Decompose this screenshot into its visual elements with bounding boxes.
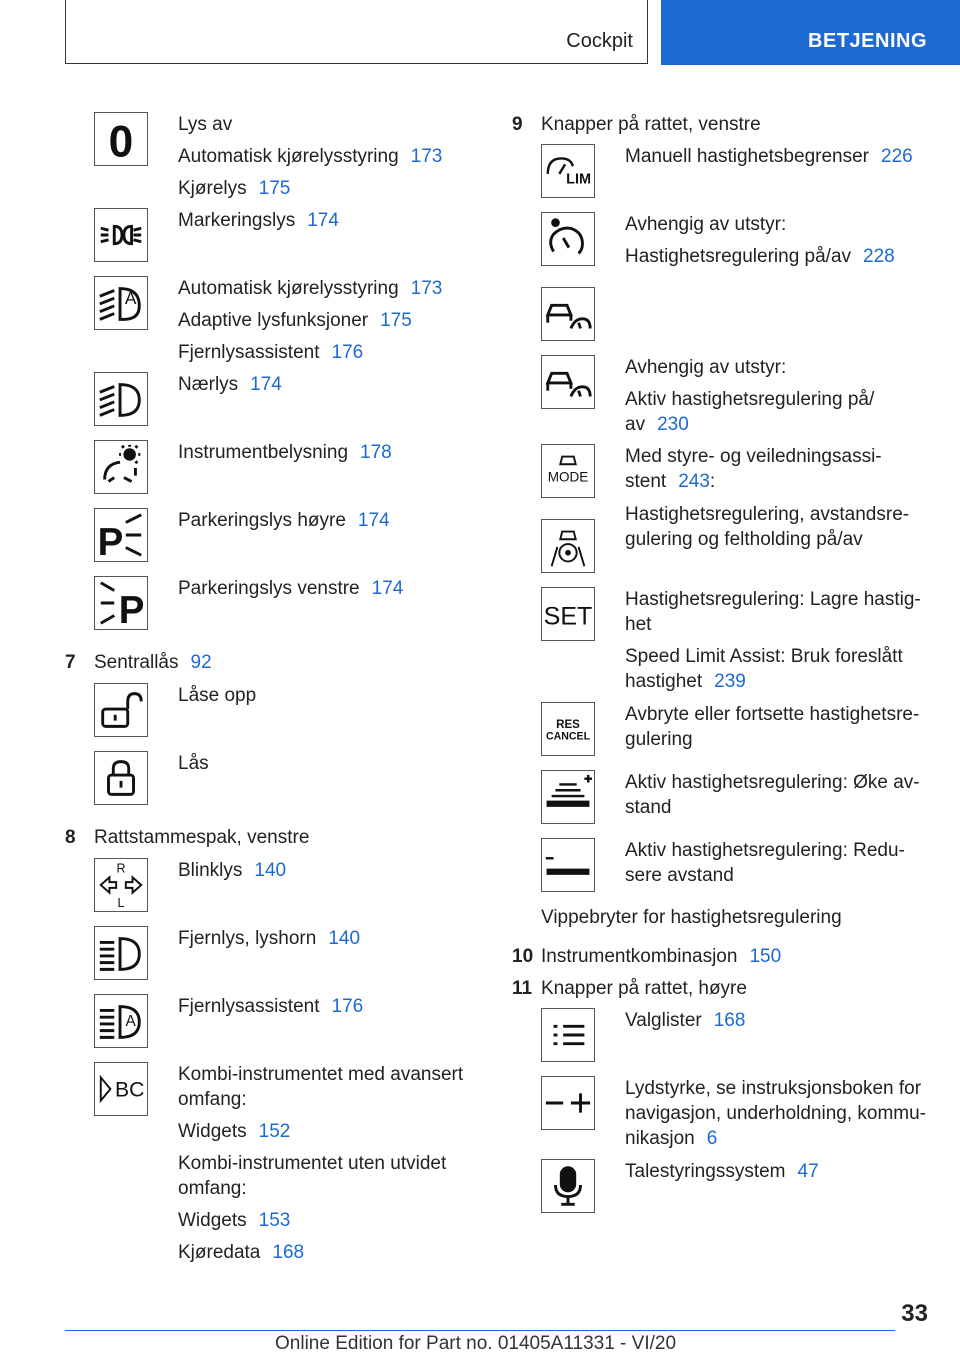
svg-text:L: L — [117, 896, 125, 911]
text-buttons-right: Knapper på rattet, høyre — [541, 978, 747, 999]
item-number-8: 8 — [65, 827, 76, 848]
svg-text:BC: BC — [114, 1078, 145, 1102]
text-daytime-lights: Kjørelys 175 — [178, 178, 291, 199]
page-ref[interactable]: 176 — [331, 342, 364, 363]
item-number-9: 9 — [512, 114, 523, 135]
microphone-icon — [541, 1159, 595, 1213]
text-store-speed: Hastighetsregulering: Lagre hastig- — [625, 589, 921, 610]
auto-headlight-icon — [94, 276, 148, 330]
text-increase-distance-2: stand — [625, 797, 672, 818]
header-section-tab — [661, 0, 960, 65]
text-speed-limit-assist: Speed Limit Assist: Bruk foreslått — [625, 646, 903, 667]
res-cancel-icon — [541, 702, 595, 756]
page-ref[interactable]: 6 — [706, 1128, 718, 1149]
svg-text:P: P — [97, 521, 124, 561]
active-cruise-icon — [541, 355, 595, 409]
text-unlock: Låse opp — [178, 685, 257, 706]
text-highbeam-assistant: Fjernlysassistent 176 — [178, 996, 364, 1017]
text-central-locking: Sentrallås 92 — [94, 652, 212, 673]
svg-text:A: A — [125, 1012, 136, 1030]
text-auto-headlight: Automatisk kjørelysstyring 173 — [178, 146, 443, 167]
unlock-icon — [94, 683, 148, 737]
page-ref[interactable]: 178 — [360, 442, 392, 463]
set-icon — [541, 587, 595, 641]
text-scope-2: omfang: — [178, 1178, 247, 1199]
text-distance-lane-2: gulering og feltholding på/av — [625, 529, 863, 550]
page-ref[interactable]: 176 — [331, 996, 364, 1017]
header-section: BETJENING — [808, 30, 927, 52]
page-ref[interactable]: 150 — [749, 946, 782, 967]
text-lock: Lås — [178, 753, 209, 774]
speed-limiter-icon — [541, 144, 595, 198]
svg-text:CANCEL: CANCEL — [545, 730, 591, 743]
low-beam-icon — [94, 372, 148, 426]
item-number-10: 10 — [512, 946, 534, 967]
text-active-cruise: Aktiv hastighetsregulering på/ — [625, 389, 875, 410]
text-instrument-cluster: Instrumentkombinasjon 150 — [541, 946, 782, 967]
page-ref[interactable]: 230 — [657, 414, 689, 435]
text-lights-off: Lys av — [178, 114, 233, 135]
lane-keeping-icon — [541, 519, 595, 573]
text-voice-control: Talestyringssystem 47 — [625, 1161, 819, 1182]
text-increase-distance: Aktiv hastighetsregulering: Øke av- — [625, 772, 920, 793]
page-ref[interactable]: 47 — [797, 1161, 819, 1182]
bc-button-icon — [94, 1062, 148, 1116]
page-ref[interactable]: 175 — [258, 178, 291, 199]
svg-text:RES: RES — [556, 719, 580, 732]
text-scope: omfang: — [178, 1089, 247, 1110]
decrease-distance-icon — [541, 838, 595, 892]
text-marker-lights: Markeringslys 174 — [178, 210, 339, 231]
page-number: 33 — [901, 1300, 928, 1327]
text-active-cruise-2: av 230 — [625, 414, 689, 435]
page-ref[interactable]: 153 — [258, 1210, 291, 1231]
page-ref[interactable]: 175 — [380, 310, 412, 331]
svg-text:SET: SET — [543, 602, 593, 631]
svg-text:A: A — [124, 287, 137, 308]
text-speed-limiter: Manuell hastighetsbegrenser 226 — [625, 146, 913, 167]
increase-distance-icon — [541, 770, 595, 824]
parking-light-left-icon — [94, 576, 148, 630]
distance-control-icon — [541, 287, 595, 341]
item-number-7: 7 — [65, 652, 76, 673]
page-ref[interactable]: 92 — [190, 652, 212, 673]
page-ref[interactable]: 168 — [713, 1010, 746, 1031]
text-volume-2: navigasjon, underholdning, kommu- — [625, 1103, 927, 1124]
text-selection-lists: Valglister 168 — [625, 1010, 746, 1031]
svg-text:P: P — [118, 589, 145, 629]
text-turn-signal: Blinklys 140 — [178, 860, 287, 881]
marker-lights-icon — [94, 208, 148, 262]
text-store-speed-2: het — [625, 614, 652, 635]
text-steering-stalk: Rattstammespak, venstre — [94, 827, 310, 848]
high-beam-icon — [94, 926, 148, 980]
footer-edition: Online Edition for Part no. 01405A11331 - VI/20 — [275, 1333, 677, 1354]
text-low-beam: Nærlys 174 — [178, 374, 282, 395]
footer-divider — [65, 1330, 895, 1331]
text-distance-lane: Hastighetsregulering, avstandsre- — [625, 504, 910, 525]
text-parking-left: Parkeringslys venstre 174 — [178, 578, 404, 599]
page-ref[interactable]: 243 — [678, 471, 710, 492]
page-ref[interactable]: 226 — [881, 146, 913, 167]
svg-text:0: 0 — [108, 117, 134, 165]
text-buttons-left: Knapper på rattet, venstre — [541, 114, 761, 135]
header-title-box — [65, 0, 648, 64]
cruise-control-icon — [541, 212, 595, 266]
list-icon — [541, 1008, 595, 1062]
page-ref[interactable]: 140 — [328, 928, 361, 949]
text-kombi-basic: Kombi-instrumentet uten utvidet — [178, 1153, 447, 1174]
text-instrument-lighting: Instrumentbelysning 178 — [178, 442, 392, 463]
text-decrease-distance-2: sere avstand — [625, 865, 734, 886]
text-highbeam-assist: Fjernlysassistent 176 — [178, 342, 364, 363]
instrument-lighting-icon — [94, 440, 148, 494]
text-decrease-distance: Aktiv hastighetsregulering: Redu- — [625, 840, 905, 861]
svg-text:R: R — [116, 861, 126, 876]
header-title: Cockpit — [566, 30, 633, 52]
page-ref[interactable]: 228 — [863, 246, 895, 267]
text-equipment-dependent-2: Avhengig av utstyr: — [625, 357, 787, 378]
text-driving-data: Kjøredata 168 — [178, 1242, 305, 1263]
high-beam-assistant-icon — [94, 994, 148, 1048]
page-ref[interactable]: 152 — [258, 1121, 291, 1142]
page-ref[interactable]: 173 — [410, 278, 443, 299]
text-widgets: Widgets 152 — [178, 1121, 291, 1142]
text-volume: Lydstyrke, se instruksjonsboken for — [625, 1078, 922, 1099]
text-volume-3: nikasjon 6 — [625, 1128, 718, 1149]
page-ref[interactable]: 174 — [250, 374, 282, 395]
text-cruise-onoff: Hastighetsregulering på/av 228 — [625, 246, 895, 267]
text-cancel-resume: Avbryte eller fortsette hastighetsre- — [625, 704, 920, 725]
text-adaptive-light: Adaptive lysfunksjoner 175 — [178, 310, 412, 331]
page-ref[interactable]: 174 — [357, 510, 390, 531]
text-auto-headlight-2: Automatisk kjørelysstyring 173 — [178, 278, 443, 299]
page-ref[interactable]: 140 — [254, 860, 287, 881]
item-number-11: 11 — [512, 978, 533, 999]
text-cancel-resume-2: gulering — [625, 729, 693, 750]
svg-text:LIM: LIM — [566, 171, 592, 188]
page-ref[interactable]: 174 — [307, 210, 339, 231]
text-steering-assistant: Med styre- og veiledningsassi- — [625, 446, 882, 467]
text-assistant: stent 243: — [625, 471, 716, 492]
text-high-beam: Fjernlys, lyshorn 140 — [178, 928, 361, 949]
text-parking-right: Parkeringslys høyre 174 — [178, 510, 390, 531]
text-equipment-dependent: Avhengig av utstyr: — [625, 214, 787, 235]
lock-icon — [94, 751, 148, 805]
text-kombi-advanced: Kombi-instrumentet med avansert — [178, 1064, 464, 1085]
lights-off-icon — [94, 112, 148, 166]
page-ref[interactable]: 168 — [272, 1242, 305, 1263]
page-ref[interactable]: 174 — [371, 578, 404, 599]
parking-light-right-icon — [94, 508, 148, 562]
turn-signal-icon — [94, 858, 148, 912]
page-ref[interactable]: 239 — [714, 671, 746, 692]
volume-icon — [541, 1076, 595, 1130]
text-rocker-switch: Vippebryter for hastighetsregulering — [541, 907, 842, 928]
svg-text:MODE: MODE — [547, 469, 589, 485]
page-ref[interactable]: 173 — [410, 146, 443, 167]
text-widgets-2: Widgets 153 — [178, 1210, 291, 1231]
mode-icon — [541, 444, 595, 498]
text-speed: hastighet 239 — [625, 671, 746, 692]
